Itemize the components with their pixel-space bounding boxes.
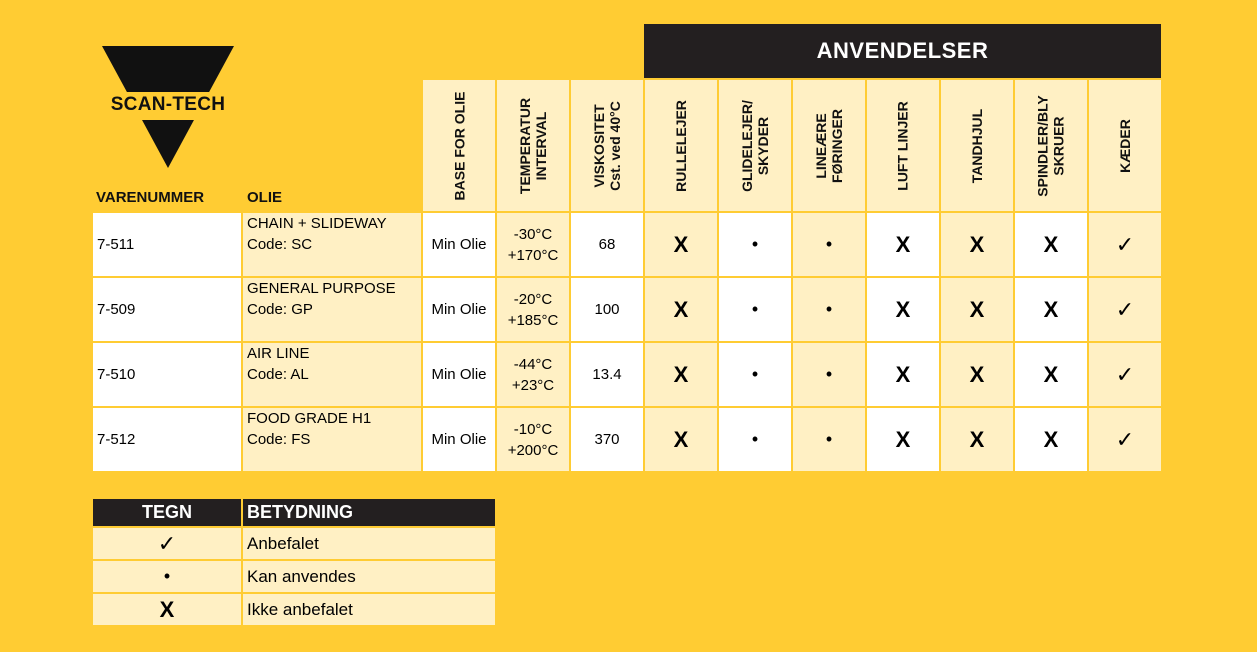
olie-code: Code: SC [247,236,313,253]
olie-name: AIR LINE [247,345,310,362]
cell-varenummer [93,408,241,471]
cell-base [423,408,495,471]
temp-low: -44°C [513,355,553,373]
cell-application-symbol [1089,343,1161,406]
usable-dot-icon: • [825,364,833,384]
recommended-check-icon: ✓ [1115,296,1135,322]
header-varenummer: VARENUMMER [96,189,205,206]
usable-dot-icon: • [825,429,833,449]
legend-symbol-cell [93,528,241,559]
cell-temperatur [497,213,569,276]
not-recommended-icon: X [673,231,689,257]
usable-dot-icon: • [751,429,759,449]
varenummer-value: 7-510 [97,366,136,383]
legend-symbol-cell [93,594,241,625]
base-value: Min Olie [431,431,487,448]
header-kaeder [1089,80,1161,211]
cell-olie [243,213,421,276]
cell-application-symbol [719,278,791,341]
not-recommended-icon: X [1043,426,1059,452]
recommended-check-icon: ✓ [1115,426,1135,452]
header-glidelejer-label: GLIDELEJER/ SKYDER [739,99,772,192]
varenummer-value: 7-509 [97,301,136,318]
cell-viskositet [571,408,643,471]
cell-application-symbol [1015,408,1087,471]
olie-code: Code: FS [247,431,311,448]
cell-application-symbol [719,343,791,406]
header-spindler-label: SPINDLER/BLY SKRUER [1035,94,1068,197]
cell-application-symbol [1089,213,1161,276]
cell-viskositet [571,213,643,276]
cell-application-symbol [867,278,939,341]
cell-application-symbol [645,408,717,471]
cell-base [423,278,495,341]
olie-name: FOOD GRADE H1 [247,410,372,427]
cell-base [423,343,495,406]
cell-application-symbol [1089,408,1161,471]
cell-varenummer [93,213,241,276]
cell-application-symbol [793,278,865,341]
temp-high: +170°C [507,246,559,264]
cell-application-symbol [1015,213,1087,276]
header-temperatur-label: TEMPERATUR INTERVAL [517,97,549,194]
viskositet-value: 100 [594,301,620,318]
header-luft-linjer-label: LUFT LINJER [895,100,912,191]
cell-application-symbol [645,343,717,406]
usable-dot-icon: • [825,234,833,254]
cell-application-symbol [719,408,791,471]
header-temperatur [497,80,569,211]
not-recommended-icon: X [673,361,689,387]
not-recommended-icon: X [969,296,985,322]
cell-application-symbol [793,408,865,471]
legend-meaning: Kan anvendes [243,561,495,592]
cell-application-symbol [1089,278,1161,341]
olie-name: GENERAL PURPOSE [247,280,396,297]
header-viskositet-label: VISKOSITET Cst. ved 40°C [591,100,624,191]
cell-application-symbol [793,213,865,276]
cell-olie [243,408,421,471]
cell-varenummer [93,278,241,341]
not-recommended-icon: X [969,231,985,257]
cell-application-symbol [645,278,717,341]
header-linaere-foringer-label: LINEÆRE FØRINGER [813,108,846,183]
temp-high: +185°C [507,311,559,329]
scan-tech-logo [98,42,238,172]
not-recommended-icon: X [1043,361,1059,387]
not-recommended-icon: X [895,231,911,257]
cell-application-symbol [793,343,865,406]
cell-viskositet [571,343,643,406]
cell-temperatur [497,408,569,471]
cell-application-symbol [867,343,939,406]
temp-high: +200°C [507,441,559,459]
cell-base [423,213,495,276]
recommended-check-icon: ✓ [1115,361,1135,387]
header-viskositet [571,80,643,211]
cell-application-symbol [941,278,1013,341]
legend-meaning: Ikke anbefalet [243,594,495,625]
cell-application-symbol [941,343,1013,406]
not-recommended-icon: X [895,296,911,322]
not-recommended-icon: X [969,361,985,387]
cell-application-symbol [1015,278,1087,341]
viskositet-value: 68 [598,236,616,253]
usable-dot-icon: • [751,364,759,384]
temp-high: +23°C [511,376,555,394]
cell-viskositet [571,278,643,341]
header-kaeder-label: KÆDER [1116,118,1133,173]
cell-application-symbol [867,408,939,471]
header-olie: OLIE [247,189,283,206]
header-anvendelser: ANVENDELSER [644,24,1161,78]
legend-meaning: Anbefalet [243,528,495,559]
cell-application-symbol [645,213,717,276]
cell-olie [243,343,421,406]
legend-symbol-cell [93,561,241,592]
cell-temperatur [497,278,569,341]
cell-application-symbol [867,213,939,276]
header-tandhjul [941,80,1013,211]
header-tandhjul-label: TANDHJUL [969,108,985,183]
temp-low: -30°C [513,225,553,243]
usable-dot-icon: • [825,299,833,319]
not-recommended-icon: X [673,426,689,452]
olie-code: Code: GP [247,301,313,318]
temp-low: -10°C [513,420,553,438]
header-base-label: BASE FOR OLIE [451,91,467,200]
header-rullelejer-label: RULLELEJER [673,99,690,192]
viskositet-value: 370 [594,431,620,448]
cell-temperatur [497,343,569,406]
recommended-check-icon: ✓ [1115,231,1135,257]
logo-text: SCAN-TECH [110,94,226,115]
cell-olie [243,278,421,341]
recommended-check-icon: ✓ [157,530,177,556]
legend-header-betydning: BETYDNING [243,499,495,526]
not-recommended-icon: X [159,596,175,622]
olie-code: Code: AL [247,366,309,383]
varenummer-value: 7-511 [97,236,135,253]
not-recommended-icon: X [895,361,911,387]
cell-application-symbol [1015,343,1087,406]
cell-varenummer [93,343,241,406]
not-recommended-icon: X [969,426,985,452]
cell-application-symbol [941,213,1013,276]
viskositet-value: 13.4 [592,366,622,383]
header-luft-linjer [867,80,939,211]
header-rullelejer [645,80,717,211]
not-recommended-icon: X [1043,231,1059,257]
header-linaere-foringer [793,80,865,211]
base-value: Min Olie [431,236,487,253]
temp-low: -20°C [513,290,553,308]
cell-application-symbol [719,213,791,276]
usable-dot-icon: • [751,234,759,254]
not-recommended-icon: X [895,426,911,452]
cell-application-symbol [941,408,1013,471]
varenummer-value: 7-512 [97,431,136,448]
header-base-for-olie [423,80,495,211]
base-value: Min Olie [431,301,487,318]
legend-header-tegn: TEGN [93,499,241,526]
base-value: Min Olie [431,366,487,383]
header-glidelejer [719,80,791,211]
olie-name: CHAIN + SLIDEWAY [247,215,387,232]
usable-dot-icon: • [751,299,759,319]
usable-dot-icon: • [163,566,171,586]
header-spindler [1015,80,1087,211]
not-recommended-icon: X [673,296,689,322]
not-recommended-icon: X [1043,296,1059,322]
